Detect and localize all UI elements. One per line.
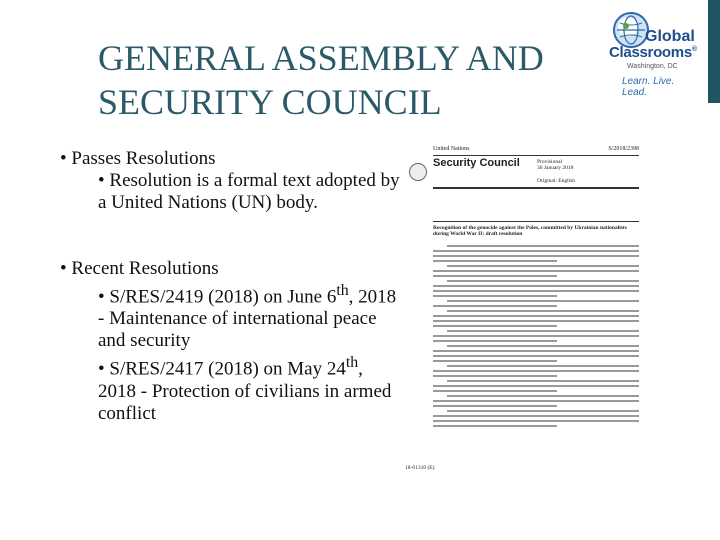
- resolution-2417-text: • S/RES/2417 (2018) on May 24: [98, 358, 346, 380]
- doc-security-council: Security Council: [433, 157, 520, 169]
- un-emblem-icon: [409, 163, 427, 181]
- doc-text-line: [447, 300, 639, 302]
- doc-text-line: [433, 425, 557, 427]
- logo-text-global: Global: [645, 28, 695, 45]
- resolution-2417-suffix: th: [345, 354, 359, 372]
- doc-text-line: [447, 365, 639, 367]
- resolution-document-image: [405, 143, 643, 473]
- doc-text-line: [447, 265, 639, 267]
- doc-code: S/2018/2398: [608, 146, 639, 152]
- title-line-1: GENERAL ASSEMBLY AND: [98, 38, 544, 78]
- page-title: [98, 36, 568, 124]
- doc-rule: [433, 221, 639, 222]
- doc-rule: [433, 187, 639, 189]
- doc-text-line: [433, 415, 639, 417]
- doc-text-line: [433, 285, 639, 287]
- logo-classrooms-word: Classrooms: [609, 44, 692, 61]
- doc-text-line: [447, 380, 639, 382]
- doc-text-line: [447, 345, 639, 347]
- doc-text-line: [433, 405, 557, 407]
- doc-text-line: [433, 305, 557, 307]
- doc-text-line: [433, 320, 639, 322]
- doc-text-line: [433, 390, 557, 392]
- bullet-recent-resolutions: • Recent Resolutions: [60, 258, 219, 279]
- doc-text-line: [433, 360, 557, 362]
- doc-text-line: [433, 340, 557, 342]
- doc-distribution: [537, 159, 573, 171]
- title-line-2: SECURITY COUNCIL: [98, 82, 442, 122]
- doc-text-line: [433, 315, 639, 317]
- doc-text-line: [447, 410, 639, 412]
- doc-text-line: [433, 350, 639, 352]
- resolution-2419-suffix: th: [336, 282, 349, 299]
- logo-text-classrooms: [609, 44, 697, 61]
- doc-text-line: [447, 395, 639, 397]
- doc-distribution-text: Provisional: [537, 159, 563, 165]
- accent-bar: [708, 0, 720, 103]
- resolution-2419-text: • S/RES/2419 (2018) on June 6: [98, 286, 337, 308]
- doc-heading: Recognition of the genocide against the Poles, committed by Ukrainian nationalists during World War II: draft resolution: [433, 225, 627, 237]
- doc-text-line: [433, 250, 639, 252]
- resolution-2417-rest: , 2018 - Protection of civilians in armed conflict: [98, 358, 392, 424]
- resolution-2419-rest: , 2018 - Maintenance of international peace and security: [98, 286, 397, 352]
- doc-text-line: [447, 310, 639, 312]
- doc-text-line: [433, 275, 557, 277]
- doc-footer: 18-01310 (E): [405, 465, 435, 471]
- doc-text-line: [433, 385, 639, 387]
- doc-text-line: [433, 370, 639, 372]
- body-text: [60, 148, 400, 425]
- doc-text-line: [433, 355, 639, 357]
- logo-subline: Washington, DC: [627, 63, 678, 70]
- doc-text-line: [433, 335, 639, 337]
- doc-text-line: [433, 420, 639, 422]
- doc-text-line: [433, 260, 557, 262]
- doc-text-line: [447, 245, 639, 247]
- doc-text-line: [433, 400, 639, 402]
- doc-text-line: [433, 375, 557, 377]
- logo-tagline: Learn. Live. Lead.: [622, 76, 675, 98]
- doc-rule: [433, 155, 639, 156]
- resolution-2417: [98, 352, 400, 424]
- doc-text-line: [447, 330, 639, 332]
- doc-text-line: [433, 290, 639, 292]
- doc-united-nations: United Nations: [433, 146, 470, 152]
- global-classrooms-logo: [605, 8, 700, 98]
- doc-text-line: [447, 280, 639, 282]
- doc-body-lines: [433, 245, 639, 430]
- bullet-resolution-definition: • Resolution is a formal text adopted by a United Nations (UN) body.: [98, 170, 400, 213]
- globe-icon: [613, 12, 649, 48]
- doc-text-line: [433, 295, 557, 297]
- doc-language: Original: English: [537, 178, 576, 184]
- bullet-passes-resolutions: • Passes Resolutions: [60, 148, 216, 169]
- doc-date: 30 January 2018: [537, 165, 574, 171]
- doc-text-line: [433, 325, 557, 327]
- doc-text-line: [433, 270, 639, 272]
- registered-mark: ®: [691, 46, 697, 53]
- resolution-2419: [98, 280, 400, 352]
- doc-text-line: [433, 255, 639, 257]
